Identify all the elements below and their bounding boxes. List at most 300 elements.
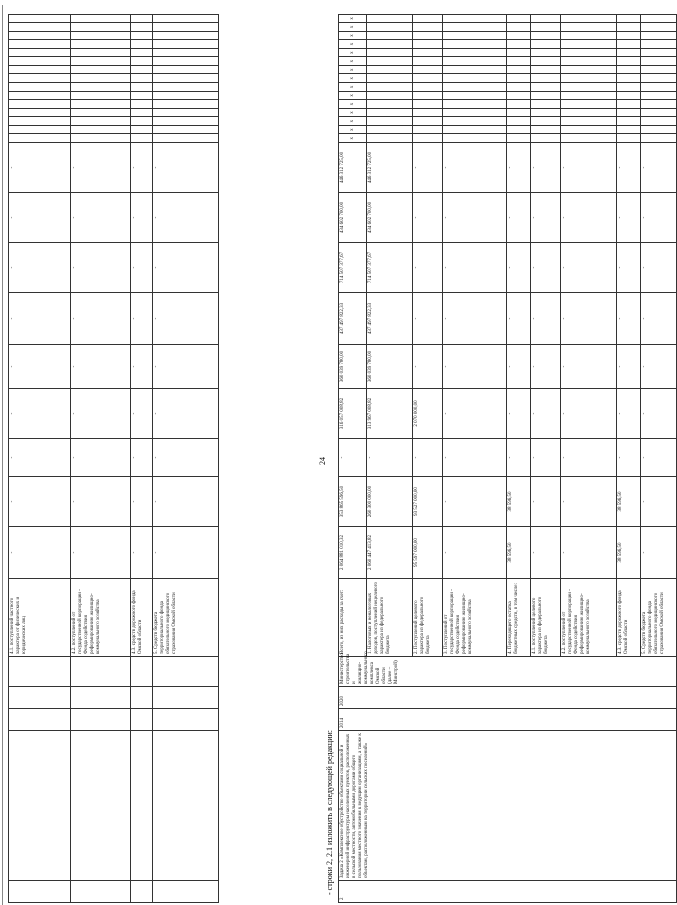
value-cell: - [641,527,677,579]
empty-cell [71,687,131,709]
value-cell: - [561,389,617,439]
value-cell: 360 039 780,00 [367,345,413,389]
indicator-cell [443,40,507,49]
task-description: Задача 2 «Комплексное обустройство объектами социальной и инженерной инфраструктуры населенных пунктов, расположенных в сельской местности, автомобильными дорогами общего пользования местного значения к ведущим организациям, а также к объектам, расположенным на территории сельских поселений» [339,731,677,881]
indicator-cell [367,57,413,66]
indicator-cell [531,65,561,74]
value-cell: - [153,477,219,527]
empty-cell [153,709,219,731]
indicator-cell: х [339,48,367,57]
empty-cell [71,83,131,92]
indicator-cell [561,100,617,109]
value-cell: - [71,143,131,193]
value-cell: - [131,293,153,345]
value-cell: 434 602 700,00 [339,193,367,243]
value-cell: - [507,143,531,193]
empty-cell [71,134,131,143]
indicator-cell [617,108,641,117]
value-cell: 437 497 822,33 [367,293,413,345]
empty-cell [153,40,219,49]
value-cell: - [507,345,531,389]
empty-cell [131,108,153,117]
value-cell: - [131,477,153,527]
value-cell: - [413,345,443,389]
indicator-cell [443,57,507,66]
value-cell: - [617,143,641,193]
value-cell: - [641,389,677,439]
value-cell: - [617,345,641,389]
value-cell: 313 967 008,82 [367,389,413,439]
indicator-cell [507,57,531,66]
indicator-cell [443,108,507,117]
value-cell: 38 596,50 [507,527,531,579]
indicator-cell [641,100,677,109]
empty-cell [153,14,219,23]
indicator-cell [617,23,641,32]
indicator-cell [367,23,413,32]
indicator-cell [507,40,531,49]
value-cell: - [413,293,443,345]
indicator-cell [641,134,677,143]
indicator-cell [507,31,531,40]
indicator-cell [531,23,561,32]
empty-cell [131,14,153,23]
empty-cell [9,14,71,23]
value-cell: - [617,243,641,293]
indicator-cell [367,91,413,100]
source-label: 4.2. поступлений от государственной корпорации - Фонда содействия реформированию жилищно-коммунального хозяйства [71,579,131,657]
row-number: 2 [339,881,677,903]
indicator-cell [507,48,531,57]
indicator-cell [617,91,641,100]
table-row [71,6,131,903]
indicator-cell [531,83,561,92]
value-cell: - [443,527,507,579]
value-cell: - [561,345,617,389]
value-cell: 714 507 377,67 [367,243,413,293]
empty-cell [9,23,71,32]
empty-cell [71,100,131,109]
source-label: 4.3. средств дорожного фонда Омской области [617,579,641,657]
empty-cell [153,134,219,143]
value-cell: - [561,527,617,579]
value-cell: 360 039 780,00 [339,345,367,389]
indicator-cell [507,65,531,74]
value-cell: - [9,345,71,389]
empty-cell [131,100,153,109]
empty-cell [9,117,71,126]
indicator-cell [617,14,641,23]
indicator-cell [531,91,561,100]
indicator-cell [367,100,413,109]
empty-cell [153,65,219,74]
indicator-cell [367,125,413,134]
value-cell: - [71,527,131,579]
value-cell: - [413,143,443,193]
value-cell: - [413,193,443,243]
indicator-cell [413,48,443,57]
indicator-cell [641,91,677,100]
value-cell: - [531,243,561,293]
empty-cell [71,117,131,126]
indicator-cell [531,48,561,57]
indicator-cell: х [339,117,367,126]
empty-cell [131,48,153,57]
value-cell: - [617,389,641,439]
empty-cell [9,134,71,143]
value-cell: - [71,477,131,527]
empty-cell [9,83,71,92]
value-cell: - [9,527,71,579]
source-label: 4.3. средств дорожного фонда Омской области [131,579,153,657]
indicator-cell [641,83,677,92]
indicator-cell [617,83,641,92]
indicator-cell [561,117,617,126]
value-cell: 2 064 881 010,32 [339,527,367,579]
empty-cell [9,709,71,731]
empty-cell [9,108,71,117]
indicator-cell: х [339,74,367,83]
indicator-cell: х [339,65,367,74]
indicator-cell [531,134,561,143]
indicator-cell [507,91,531,100]
indicator-cell [367,117,413,126]
page-number: 24 [318,457,327,465]
source-label: 4. Переходящего остатка бюджетных средств, в том числе: [507,579,531,657]
empty-cell [9,881,71,903]
empty-cell [71,709,131,731]
empty-cell [131,57,153,66]
empty-cell [131,91,153,100]
empty-cell [153,91,219,100]
indicator-cell [531,40,561,49]
value-cell: - [153,293,219,345]
empty-cell [131,31,153,40]
value-cell: - [9,389,71,439]
empty-cell [9,57,71,66]
value-cell: - [531,193,561,243]
value-cell: - [507,243,531,293]
value-cell: - [641,193,677,243]
empty-cell [71,74,131,83]
indicator-cell [367,31,413,40]
indicator-cell [561,125,617,134]
indicator-cell [443,48,507,57]
value-cell: - [443,439,507,477]
indicator-cell [617,65,641,74]
value-cell: 2 060 447 413,82 [367,527,413,579]
value-cell: - [641,143,677,193]
indicator-cell [617,40,641,49]
empty-cell [71,57,131,66]
empty-cell [71,40,131,49]
indicator-cell [561,31,617,40]
table-row [131,6,153,903]
indicator-cell [507,134,531,143]
indicator-cell [561,23,617,32]
value-cell: - [531,345,561,389]
value-cell: - [153,389,219,439]
indicator-cell [507,100,531,109]
value-cell: 434 602 700,00 [367,193,413,243]
top-table [8,5,219,903]
indicator-cell [507,83,531,92]
value-cell: - [71,193,131,243]
indicator-cell: х [339,83,367,92]
value-cell: - [531,527,561,579]
source-label: 1. Налоговых и неналоговых доходов, поступлений нецелевого характера из федерального бюджета [367,579,413,657]
empty-cell [9,74,71,83]
empty-cell [131,65,153,74]
value-cell: - [507,439,531,477]
indicator-cell [443,134,507,143]
value-cell: - [9,477,71,527]
indicator-cell [413,134,443,143]
indicator-cell [413,91,443,100]
empty-cell [153,108,219,117]
source-label: 4.1. поступлений частного характера от физических и юридических лиц [9,579,71,657]
value-cell: - [531,439,561,477]
value-cell: - [153,527,219,579]
value-cell: - [153,243,219,293]
value-cell: - [131,389,153,439]
indicator-cell [531,117,561,126]
indicator-cell [443,14,507,23]
empty-cell [9,125,71,134]
indicator-cell [443,100,507,109]
value-cell: 446 312 725,00 [339,143,367,193]
indicator-cell [641,125,677,134]
indicator-cell [367,134,413,143]
indicator-cell: х [339,108,367,117]
empty-cell [9,657,71,687]
indicator-cell [641,48,677,57]
indicator-cell [443,125,507,134]
value-cell: - [153,193,219,243]
empty-cell [153,83,219,92]
indicator-cell [367,14,413,23]
empty-cell [9,91,71,100]
value-cell: - [443,293,507,345]
year-start: 2014 [339,709,677,731]
indicator-cell [507,117,531,126]
indicator-cell [367,40,413,49]
indicator-cell [367,65,413,74]
value-cell: - [531,293,561,345]
indicator-cell [561,40,617,49]
empty-cell [131,657,153,687]
empty-cell [153,100,219,109]
indicator-cell [617,48,641,57]
value-cell: - [131,527,153,579]
value-cell: 2 070 000,00 [413,389,443,439]
value-cell: - [71,439,131,477]
indicator-cell [561,14,617,23]
empty-cell [153,31,219,40]
indicator-cell [561,65,617,74]
indicator-cell: х [339,40,367,49]
top-rule [2,5,3,905]
value-cell: - [641,243,677,293]
value-cell: - [9,193,71,243]
value-cell: 353 865 596,50 [339,477,367,527]
value-cell: - [561,193,617,243]
empty-cell [131,687,153,709]
indicator-cell [443,31,507,40]
empty-cell [131,40,153,49]
indicator-cell [617,74,641,83]
empty-cell [9,100,71,109]
value-cell: - [443,389,507,439]
indicator-cell [617,100,641,109]
indicator-cell [617,31,641,40]
value-cell: - [443,243,507,293]
indicator-cell [413,117,443,126]
indicator-cell [531,108,561,117]
value-cell: - [641,439,677,477]
bottom-table [338,5,677,903]
indicator-cell [641,65,677,74]
indicator-cell [641,23,677,32]
indicator-cell [617,117,641,126]
indicator-cell [413,57,443,66]
value-cell: - [507,293,531,345]
value-cell: 437 497 822,33 [339,293,367,345]
empty-cell [71,657,131,687]
indicator-cell: х [339,100,367,109]
indicator-cell [443,65,507,74]
value-cell: - [71,345,131,389]
empty-cell [71,14,131,23]
indicator-cell [561,83,617,92]
value-cell: - [507,389,531,439]
empty-cell [131,83,153,92]
empty-cell [153,57,219,66]
empty-cell [131,731,153,881]
indicator-cell [561,108,617,117]
indicator-cell [413,100,443,109]
value-cell: - [71,389,131,439]
value-cell: 260 300 000,00 [367,477,413,527]
empty-cell [153,731,219,881]
value-cell: - [367,439,413,477]
indicator-cell [507,14,531,23]
indicator-cell [443,91,507,100]
value-cell: 38 596,50 [507,477,531,527]
empty-cell [9,40,71,49]
source-label: 5. Средств бюджета территориального фонда обязательного медицинского страхования Омской области [153,579,219,657]
indicator-cell: х [339,14,367,23]
empty-cell [9,731,71,881]
indicator-cell [531,100,561,109]
value-cell: - [131,193,153,243]
indicator-cell [561,91,617,100]
indicator-cell [367,74,413,83]
value-cell: - [507,193,531,243]
value-cell: - [617,293,641,345]
value-cell: - [641,345,677,389]
empty-cell [71,31,131,40]
indicator-cell [641,31,677,40]
value-cell: 95 597 000,00 [413,527,443,579]
indicator-cell [443,74,507,83]
value-cell: - [443,193,507,243]
value-cell: - [9,293,71,345]
value-cell: - [9,439,71,477]
value-cell: - [153,439,219,477]
indicator-cell [531,57,561,66]
empty-cell [131,881,153,903]
indicator-cell [617,57,641,66]
source-label: 3. Поступлений от государственной корпорации - Фонда содействия реформированию жилищно-коммунального хозяйства [443,579,507,657]
year-end: 2020 [339,687,677,709]
indicator-cell [367,108,413,117]
value-cell: - [531,143,561,193]
table-row [339,6,367,903]
value-cell: - [131,143,153,193]
indicator-cell: х [339,134,367,143]
empty-cell [9,48,71,57]
empty-cell [153,687,219,709]
empty-cell [131,23,153,32]
table-row [9,6,71,903]
indicator-cell [413,83,443,92]
value-cell: - [561,439,617,477]
empty-cell [71,731,131,881]
value-cell: - [561,143,617,193]
empty-cell [131,709,153,731]
value-cell: 38 596,50 [617,527,641,579]
indicator-cell [507,108,531,117]
empty-cell [131,125,153,134]
value-cell: - [9,243,71,293]
value-cell: 446 312 725,00 [367,143,413,193]
indicator-cell [507,23,531,32]
empty-cell [9,65,71,74]
empty-cell [153,48,219,57]
value-cell: - [617,193,641,243]
indicator-cell [561,48,617,57]
indicator-cell [531,125,561,134]
indicator-cell [641,40,677,49]
indicator-cell [531,74,561,83]
indicator-cell [617,125,641,134]
value-cell: - [641,477,677,527]
source-label: 2. Поступлений целевого характера из федерального бюджета [413,579,443,657]
indicator-cell [413,14,443,23]
value-cell: - [443,345,507,389]
indicator-cell [641,14,677,23]
table-row [153,6,219,903]
value-cell: - [339,439,367,477]
indicator-cell [507,125,531,134]
indicator-cell [413,125,443,134]
indicator-cell: х [339,31,367,40]
indicator-cell: х [339,57,367,66]
source-label: 4.1. поступлений целевого характера из федерального бюджета [531,579,561,657]
value-cell: - [443,143,507,193]
value-cell: - [153,345,219,389]
indicator-cell [443,23,507,32]
indicator-cell [413,40,443,49]
empty-cell [71,23,131,32]
empty-cell [131,134,153,143]
indicator-cell [413,65,443,74]
value-cell: 93 527 000,00 [413,477,443,527]
indicator-cell [641,74,677,83]
empty-cell [71,91,131,100]
empty-cell [71,125,131,134]
